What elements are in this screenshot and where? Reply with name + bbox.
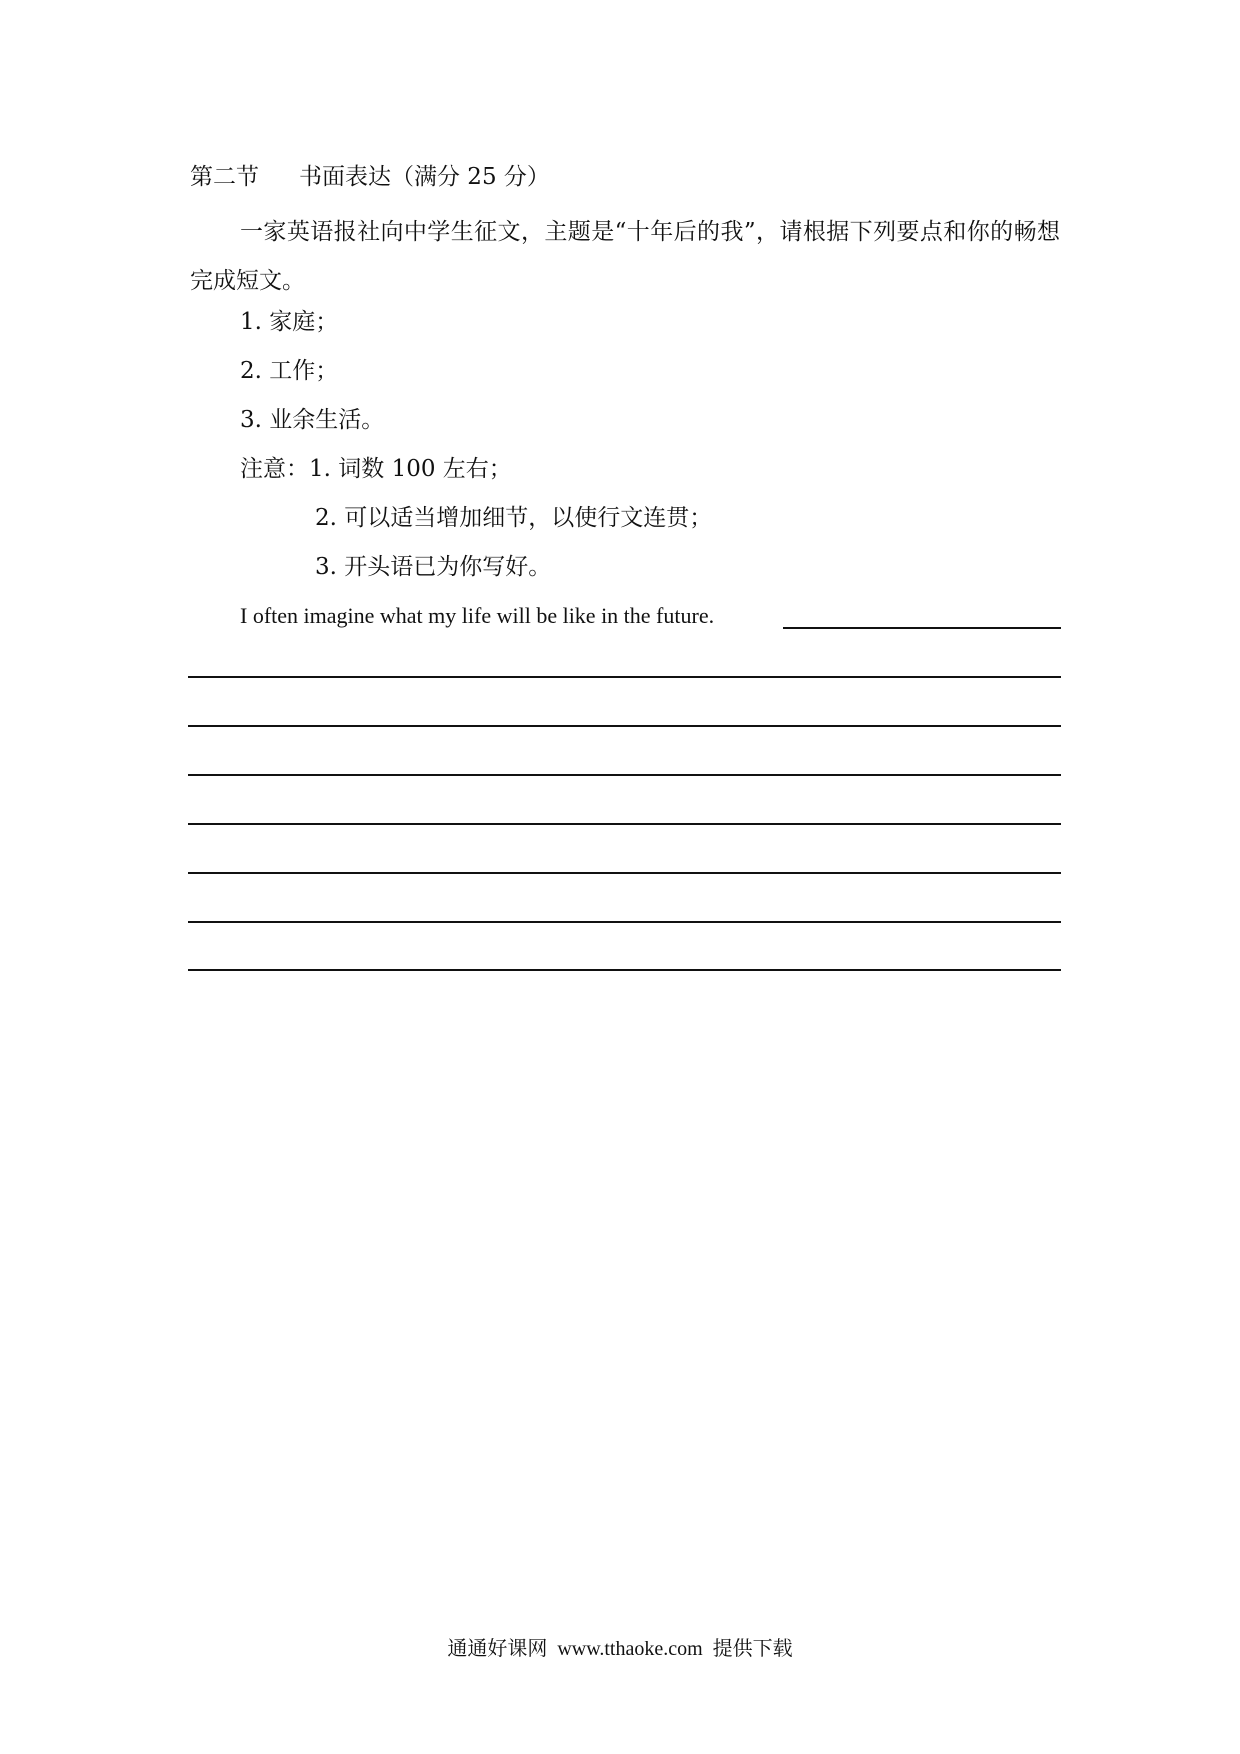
point-work: 2. 工作； (240, 358, 339, 384)
section-number: 第二节 (190, 164, 259, 190)
point-leisure: 3. 业余生活。 (240, 407, 385, 433)
writing-prompt: 一家英语报社向中学生征文，主题是“十年后的我”，请根据下列要点和你的畅想完成短文。 (190, 219, 1060, 294)
writing-line-2[interactable] (188, 725, 1061, 727)
writing-line-7[interactable] (188, 969, 1061, 971)
writing-line-6[interactable] (188, 921, 1061, 923)
note-starter: 3. 开头语已为你写好。 (315, 554, 552, 580)
note-word-count (240, 453, 512, 485)
writing-line-3[interactable] (188, 774, 1061, 776)
essay-starter-sentence: I often imagine what my life will be like in the future. (240, 603, 715, 628)
section-heading (190, 161, 550, 193)
footer-site-name: 通通好课网 (447, 1636, 548, 1660)
writing-line-5[interactable] (188, 872, 1061, 874)
page-footer (0, 1634, 1240, 1663)
writing-line-4[interactable] (188, 823, 1061, 825)
section-title: 书面表达（满分 25 分） (299, 164, 550, 190)
point-family: 1. 家庭； (240, 309, 339, 335)
notes-label: 注意： (240, 456, 309, 482)
writing-line-1[interactable] (188, 676, 1061, 678)
note-details: 2. 可以适当增加细节，以使行文连贯； (315, 505, 713, 531)
footer-suffix: 提供下载 (712, 1636, 793, 1660)
starter-blank-line[interactable] (783, 627, 1061, 629)
note-item-1: 1. 词数 100 左右； (309, 456, 512, 482)
footer-url[interactable]: www.tthaoke.com (557, 1638, 703, 1660)
